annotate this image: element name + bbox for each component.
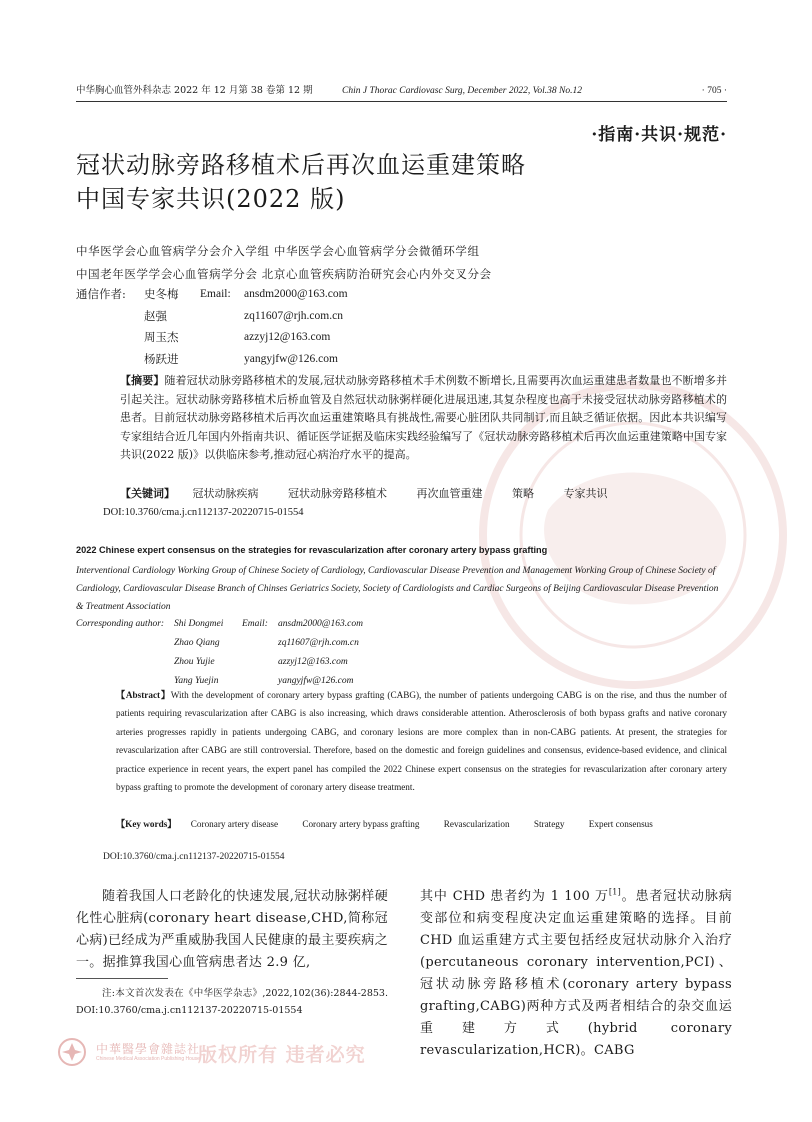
keyword-en: Strategy	[533, 819, 565, 829]
author-email: yangyjfw@126.com	[244, 352, 338, 365]
keyword: 冠状动脉旁路移植术	[288, 487, 387, 500]
title-line-2: 中国专家共识(2022 版)	[76, 185, 346, 213]
header-rule	[76, 101, 727, 102]
author-email-en: azzyj12@163.com	[278, 657, 348, 667]
author-name-en: Yang Yuejin	[174, 676, 219, 686]
keyword: 专家共识	[563, 487, 608, 500]
journal-name-cn: 中华胸心血管外科杂志 2022 年 12 月第 38 卷第 12 期	[76, 85, 313, 96]
footnote-rule	[76, 978, 168, 979]
body-column-right	[420, 886, 732, 1062]
keyword: 冠状动脉疾病	[192, 487, 259, 500]
keyword: 再次血管重建	[416, 487, 483, 500]
body-text: 其中 CHD 患者约为 1 100 万	[420, 889, 609, 904]
column-tag: ·指南·共识·规范·	[591, 125, 727, 145]
abstract-cn	[76, 372, 727, 465]
affiliation-line-1: 中华医学会心血管病学分会介入学组 中华医学会心血管病学分会微循环学组	[76, 244, 480, 258]
doi-cn[interactable]: DOI:10.3760/cma.j.cn112137-20220715-01554	[103, 507, 304, 518]
keyword-en: Coronary artery disease	[190, 819, 279, 829]
keyword-en: Expert consensus	[588, 819, 653, 829]
abstract-text-en: With the development of coronary artery bypass grafting (CABG), the number of patients undergoing CABG is on the rise, and thus the number of patients requiring revascularization after CABG is also increasing, which draws considerable attention. Atherosclerosis of both bypass grafts and native coronary arteries progresses rapidly in patients undergoing CABG, and coronary lesions are more complex than in non-CABG patients. At present, the strategies for revascularization after CABG are still controversial. Therefore, based on the domestic and foreign guidelines and consensus, evidence-based evidence, and clinical practice experience in recent years, the expert panel has compiled the 2022 Chinese expert consensus on the strategies for revascularization after coronary artery bypass grafting to promote the development of coronary artery disease treatment.	[116, 690, 727, 793]
copyright-watermark: 版权所有 违者必究	[198, 1044, 366, 1066]
affiliation-line-2: 中国老年医学学会心血管病学分会 北京心血管疾病防治研究会心内外交叉分会	[76, 267, 492, 281]
publisher-name-en: Chinese Medical Association Publishing House	[96, 1056, 200, 1062]
article-title	[76, 148, 526, 216]
author-name-en: Zhao Qiang	[174, 638, 220, 648]
publisher-name-cn: 中華醫學會雜誌社	[96, 1042, 201, 1056]
abstract-label-en: 【Abstract】	[116, 690, 171, 700]
author-email-en: zq11607@rjh.com.cn	[278, 638, 359, 648]
journal-name-en: Chin J Thorac Cardiovasc Surg, December 2022, Vol.38 No.12	[342, 86, 582, 96]
footnote	[76, 985, 388, 1019]
author-email-en: ansdm2000@163.com	[278, 619, 363, 629]
keywords-en	[76, 815, 727, 833]
author-name: 杨跃进	[144, 351, 179, 366]
affiliations-cn	[76, 240, 492, 286]
abstract-en	[76, 686, 727, 796]
author-name: 赵强	[144, 308, 167, 323]
corresponding-label: 通信作者:	[76, 287, 126, 301]
english-affiliations: Interventional Cardiology Working Group of Chinese Society of Cardiology, Cardiovascular Disease Prevention and Management Working Group of Chinese Society of Cardiology, Cardiovascular Disease Branch of Chinses Geriatrics Society, Society of Cardiologists and Cardiac Surgeons of Beijing Cardiovascular Disease Prevention & Treatment Association	[76, 566, 719, 613]
author-name-en: Shi Dongmei	[174, 619, 224, 629]
email-label-en: Email:	[242, 619, 268, 629]
title-line-1: 冠状动脉旁路移植术后再次血运重建策略	[76, 151, 526, 179]
doi-en[interactable]: DOI:10.3760/cma.j.cn112137-20220715-01554	[103, 852, 285, 862]
abstract-text-cn: 随着冠状动脉旁路移植术的发展,冠状动脉旁路移植术手术例数不断增长,且需要再次血运重建患者数量也不断增多并引起关注。冠状动脉旁路移植术后桥血管及自然冠状动脉粥样硬化进展迅速,其复杂程度也高于未接受冠状动脉旁路移植术的患者。目前冠状动脉旁路移植术后再次血运重建策略具有挑战性,需要心脏团队共同制订,而且缺乏循证依据。因此本共识编写专家组结合近几年国内外指南共识、循证医学证据及临床实践经验编写了《冠状动脉旁路移植术后再次血运重建策略中国专家共识(2022 版)》以供临床参考,推动冠心病治疗水平的提高。	[120, 374, 727, 462]
abstract-label-cn: 【摘要】	[120, 374, 165, 387]
author-name: 史冬梅	[144, 287, 179, 301]
keywords-cn	[76, 485, 727, 503]
author-name: 周玉杰	[144, 330, 179, 344]
author-email: zq11607@rjh.com.cn	[244, 309, 343, 322]
author-email: azzyj12@163.com	[244, 331, 331, 343]
keywords-label-en: 【Key words】	[116, 819, 177, 829]
footnote-text: 注:本文首次发表在《中华医学杂志》,2022,102(36):2844-2853. DOI:10.3760/cma.j.cn112137-20220715-01554	[76, 988, 388, 1016]
keyword-en: Revascularization	[443, 819, 510, 829]
author-name-en: Zhou Yujie	[174, 657, 215, 667]
author-email: ansdm2000@163.com	[244, 288, 348, 300]
english-title: 2022 Chinese expert consensus on the strategies for revascularization after coronary artery bypass grafting	[76, 545, 548, 555]
author-email-en: yangyjfw@126.com	[278, 676, 354, 686]
body-column-left	[76, 886, 388, 974]
body-paragraph	[420, 886, 732, 1062]
email-label: Email:	[200, 288, 231, 300]
publisher-logo	[58, 1036, 366, 1066]
keyword: 策略	[512, 487, 534, 500]
page-number: · 705 ·	[701, 86, 727, 96]
citation-ref[interactable]: [1]	[608, 887, 622, 897]
keyword-en: Coronary artery bypass grafting	[302, 819, 420, 829]
publisher-seal-icon	[58, 1038, 86, 1066]
body-paragraph: 随着我国人口老龄化的快速发展,冠状动脉粥样硬化性心脏病(coronary heart disease,CHD,简称冠心病)已经成为严重威胁我国人民健康的最主要疾病之一。据推算我国心血管病患者达 2.9 亿,	[76, 889, 388, 970]
keywords-label-cn: 【关键词】	[120, 487, 175, 500]
corresponding-label-en: Corresponding author:	[76, 619, 165, 629]
body-text: 。患者冠状动脉病变部位和病变程度决定血运重建策略的选择。目前 CHD 血运重建方式主要包括经皮冠状动脉介入治疗(percutaneous coronary intervention,PCI)、冠状动脉旁路移植术(coronary artery bypass grafting,CABG)两种方式及两者相结合的杂交血运重建方式(hybrid coronary revascularization,HCR)。CABG	[420, 889, 732, 1058]
